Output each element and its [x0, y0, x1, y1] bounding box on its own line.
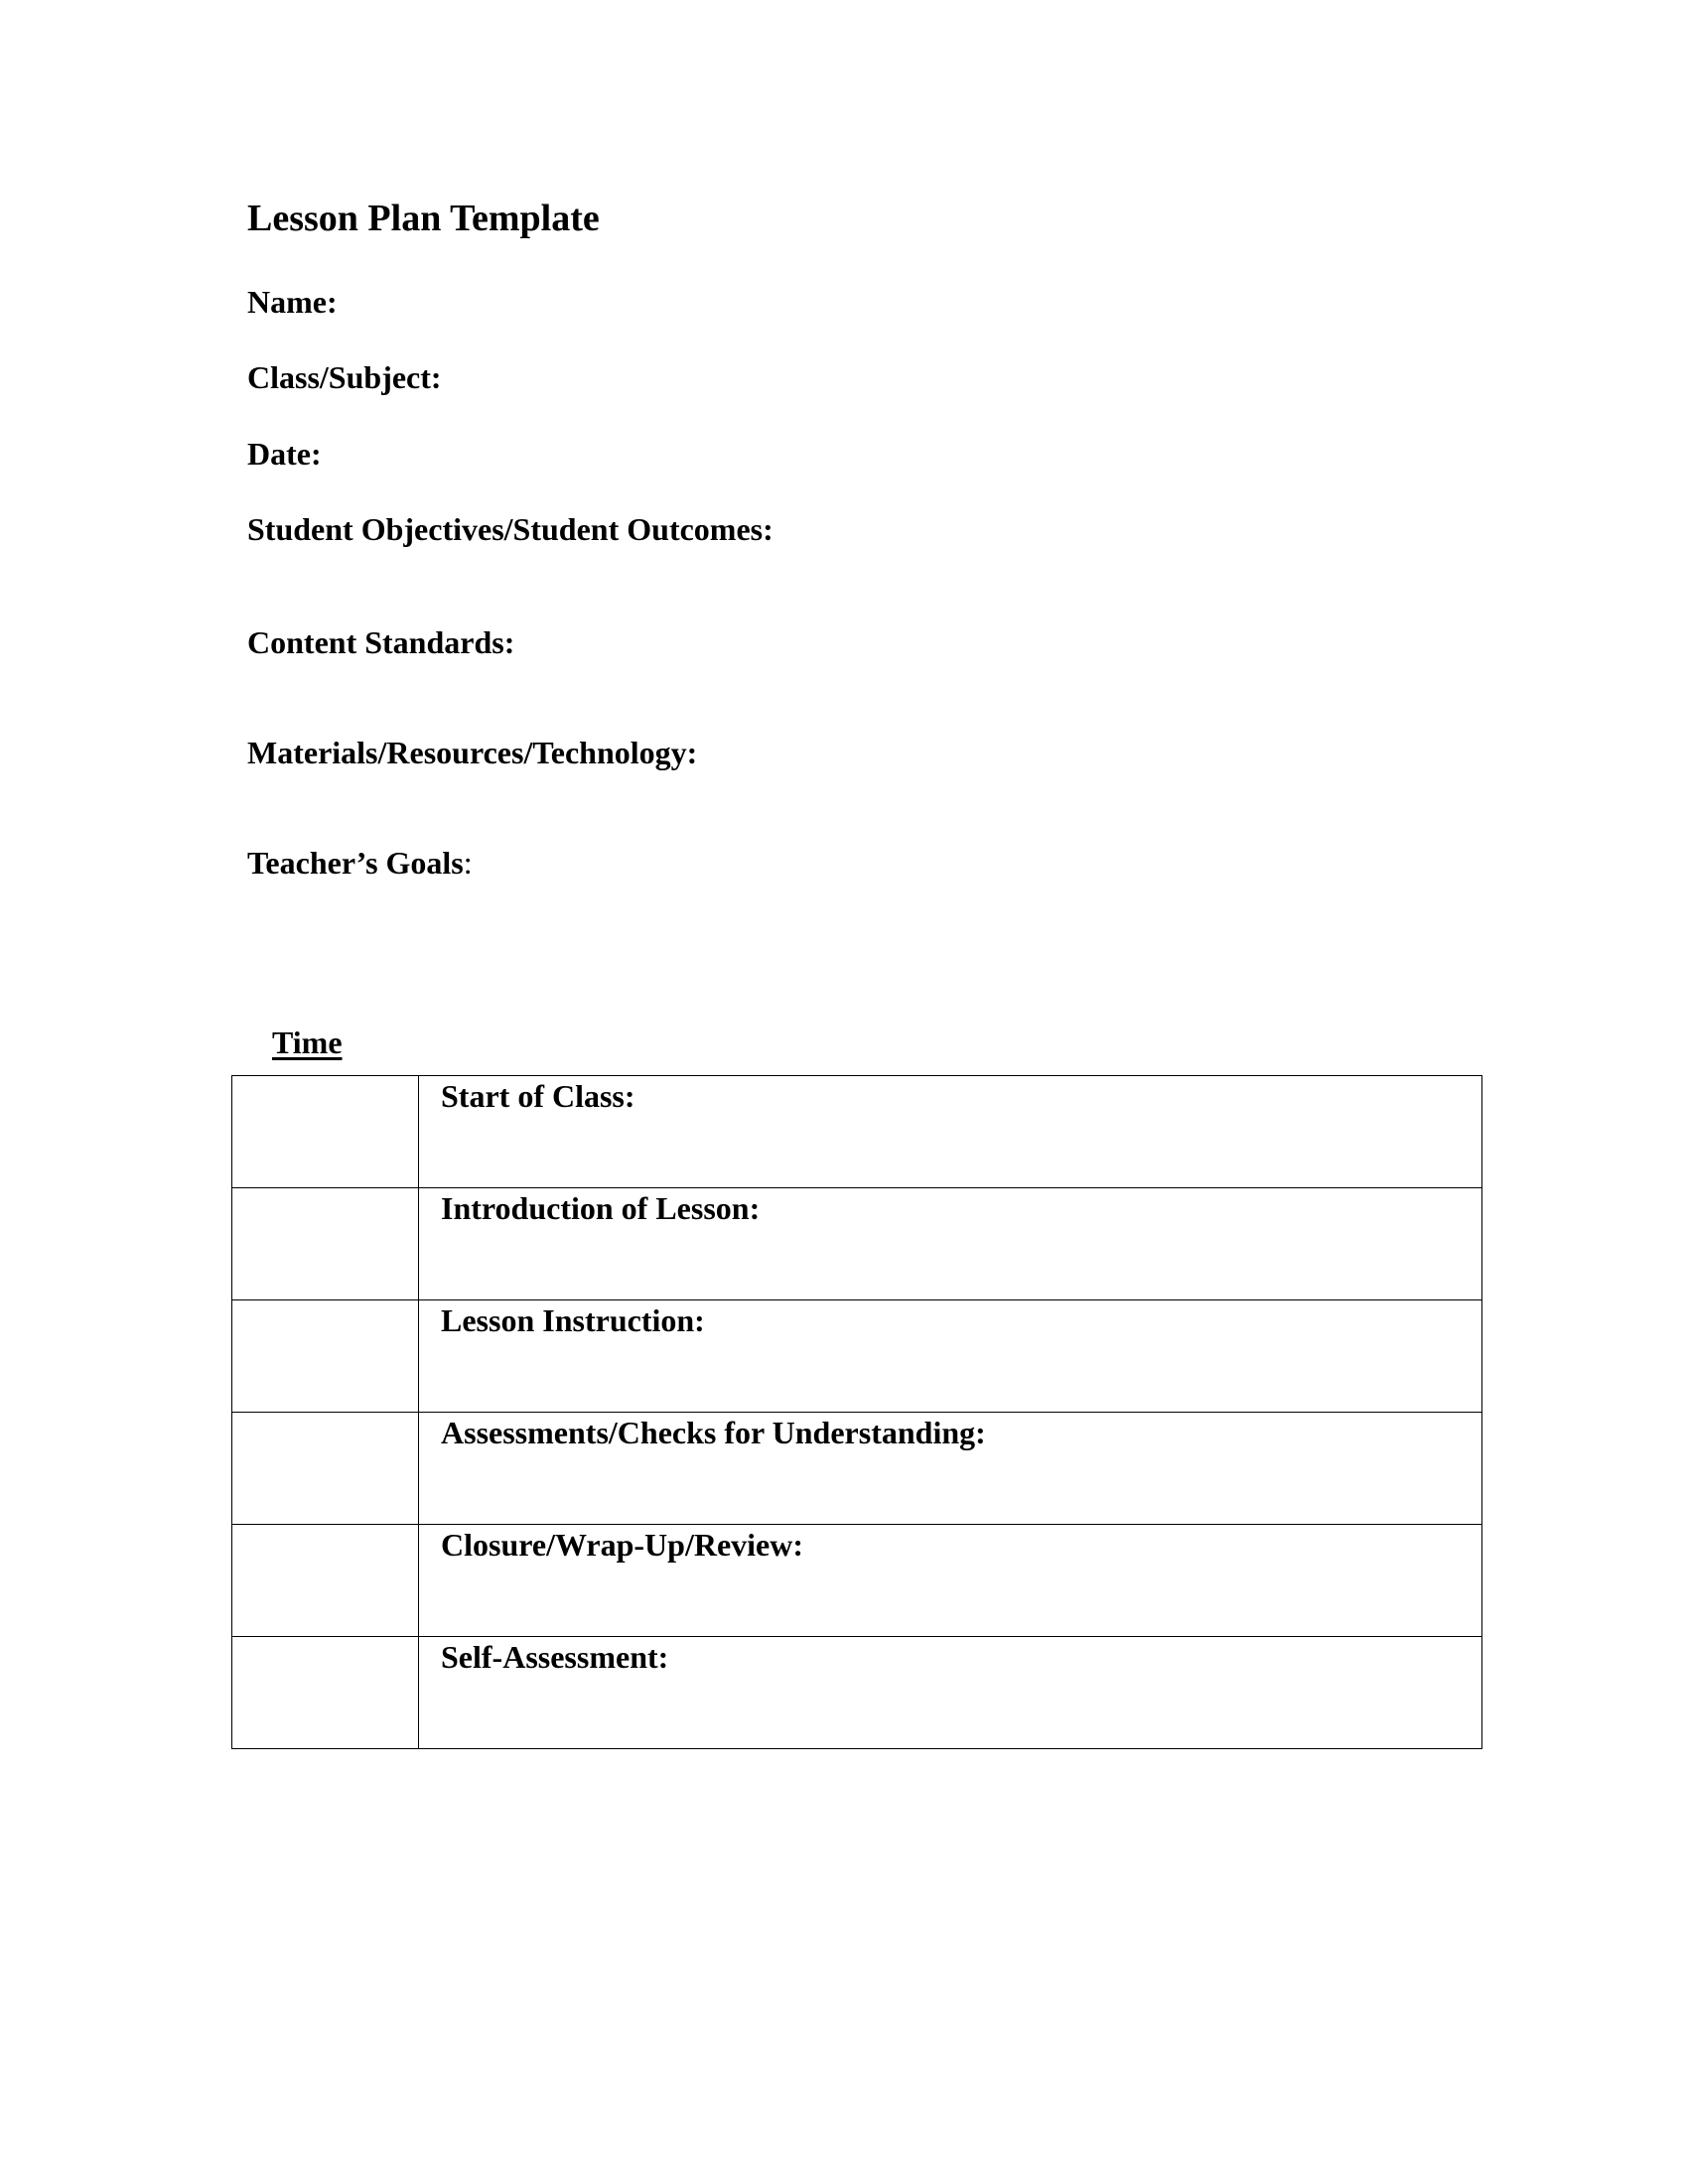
- lesson-schedule-table: [231, 1075, 1482, 1749]
- closure-label: Closure/Wrap-Up/Review:: [441, 1527, 804, 1563]
- table-row: [232, 1300, 1482, 1413]
- time-cell[interactable]: [232, 1413, 419, 1525]
- materials-field-label: Materials/Resources/Technology:: [247, 735, 698, 770]
- start-of-class-label: Start of Class:: [441, 1078, 635, 1114]
- student-objectives-field-label: Student Objectives/Student Outcomes:: [247, 511, 774, 547]
- activity-cell[interactable]: [419, 1076, 1482, 1188]
- teachers-goals-colon: :: [463, 845, 473, 881]
- time-cell[interactable]: [232, 1525, 419, 1637]
- activity-cell[interactable]: [419, 1300, 1482, 1413]
- activity-cell[interactable]: [419, 1525, 1482, 1637]
- teachers-goals-field: [247, 843, 473, 883]
- assessments-label: Assessments/Checks for Understanding:: [441, 1415, 986, 1450]
- time-cell[interactable]: [232, 1637, 419, 1749]
- date-field-label: Date:: [247, 436, 322, 472]
- time-cell[interactable]: [232, 1188, 419, 1300]
- table-row: [232, 1637, 1482, 1749]
- self-assessment-label: Self-Assessment:: [441, 1639, 669, 1675]
- time-cell[interactable]: [232, 1300, 419, 1413]
- time-column-heading: Time: [272, 1024, 343, 1060]
- document-title: Lesson Plan Template: [247, 198, 600, 239]
- table-row: [232, 1076, 1482, 1188]
- table-row: [232, 1413, 1482, 1525]
- name-field-label: Name:: [247, 284, 338, 320]
- teachers-goals-field-label: Teacher’s Goals: [247, 845, 464, 881]
- activity-cell[interactable]: [419, 1637, 1482, 1749]
- time-cell[interactable]: [232, 1076, 419, 1188]
- content-standards-field-label: Content Standards:: [247, 624, 515, 660]
- activity-cell[interactable]: [419, 1188, 1482, 1300]
- activity-cell[interactable]: [419, 1413, 1482, 1525]
- table-row: [232, 1525, 1482, 1637]
- class-subject-field-label: Class/Subject:: [247, 359, 442, 395]
- lesson-instruction-label: Lesson Instruction:: [441, 1302, 705, 1338]
- table-row: [232, 1188, 1482, 1300]
- introduction-of-lesson-label: Introduction of Lesson:: [441, 1190, 761, 1226]
